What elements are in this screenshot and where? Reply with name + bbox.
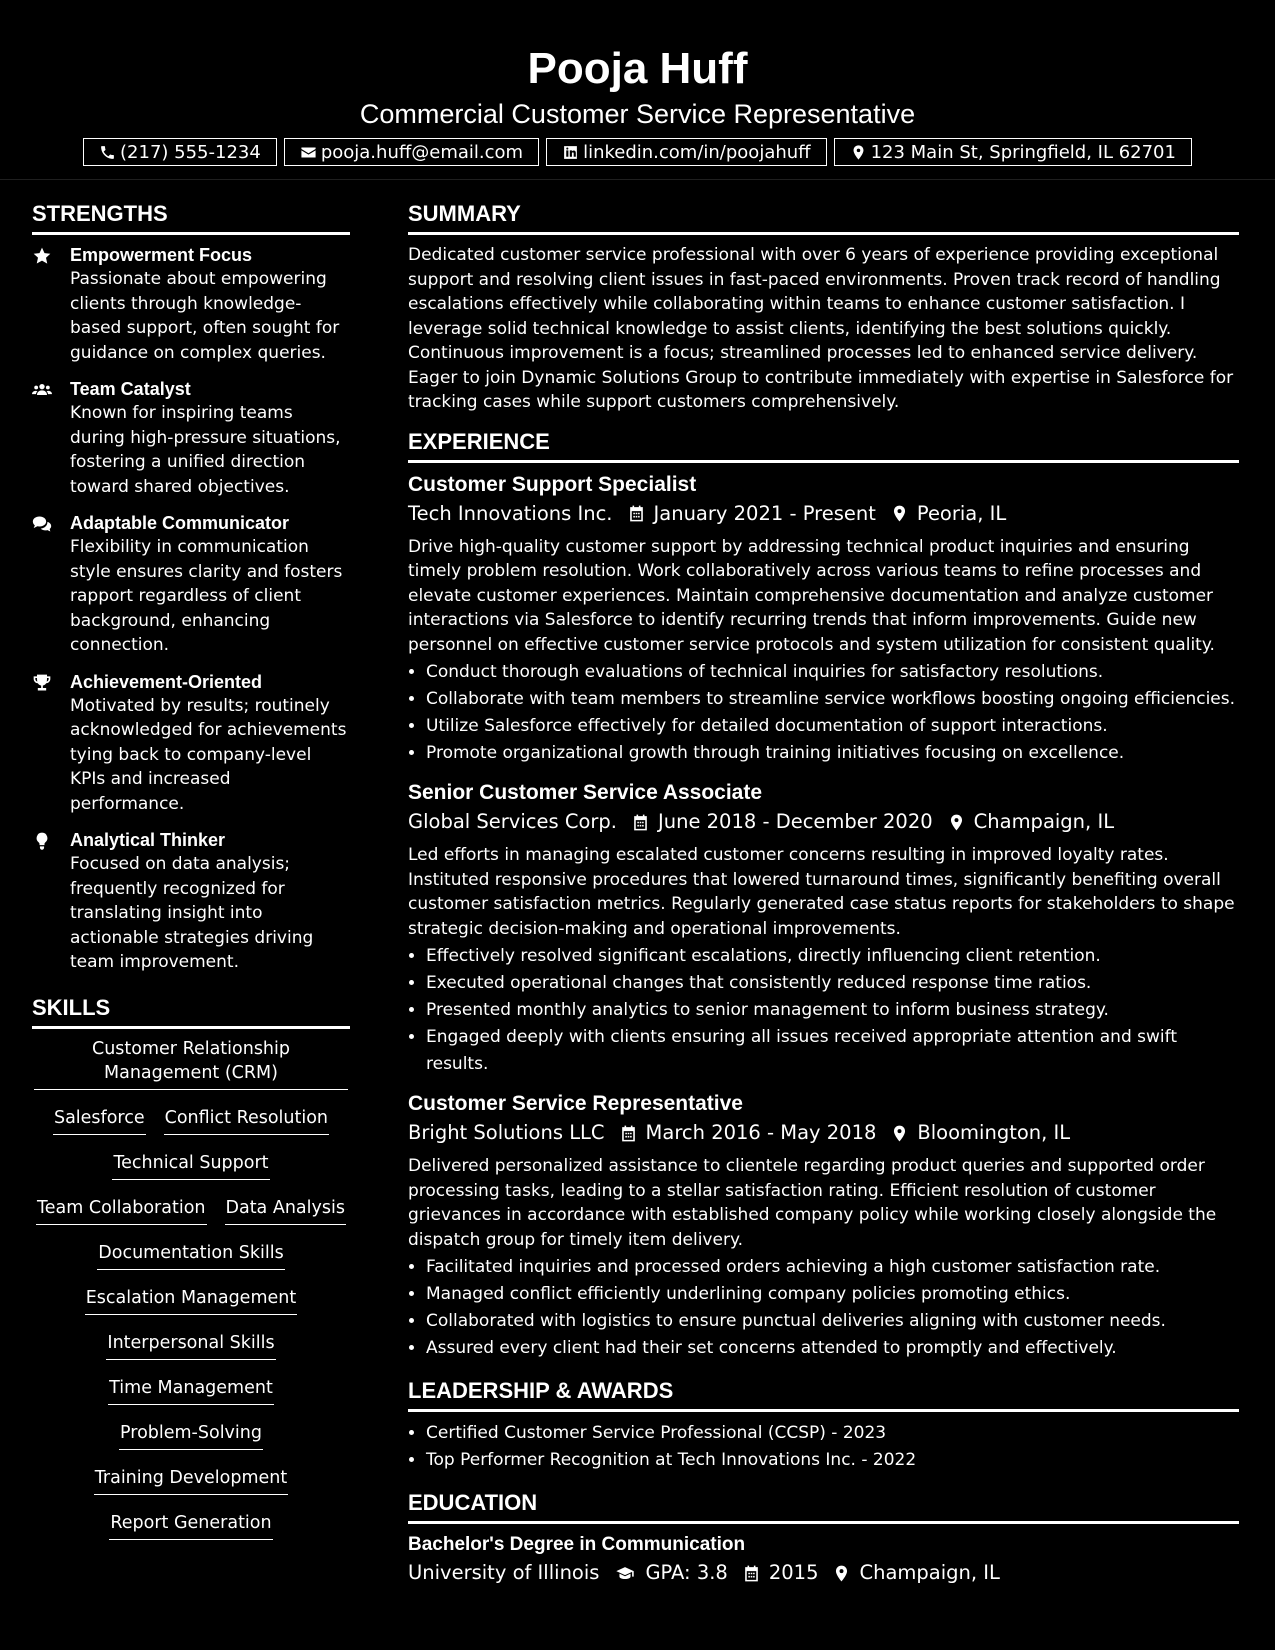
job-dates: June 2018 - December 2020 [657, 810, 933, 833]
job-location: Champaign, IL [973, 810, 1115, 833]
email-contact[interactable] [284, 138, 539, 166]
education-heading: EDUCATION [408, 1486, 1239, 1524]
address-contact [834, 138, 1192, 166]
resume-header [0, 0, 1275, 180]
job-bullets [408, 659, 1239, 767]
job-meta [408, 499, 1239, 529]
strength-name: Team Catalyst [70, 379, 191, 399]
job-title: Senior Customer Service Associate [408, 781, 763, 804]
job-description: Led efforts in managing escalated customer concerns resulting in improved loyalty rates. Instituted responsive procedures that lowered turnaround times, significantly benefiting overall customer satisfaction metrics. Regularly generated case status reports for stakeholders to shape strategic decision-making and operational improvements. [408, 845, 1235, 939]
skill-tag: Problem-Solving [119, 1421, 263, 1450]
strength-name: Analytical Thinker [70, 830, 226, 850]
awards-heading: LEADERSHIP & AWARDS [408, 1374, 1239, 1412]
job-bullets [408, 943, 1239, 1078]
strength-desc: Passionate about empowering clients through knowledge-based support, often sought for guidance on complex queries. [70, 269, 340, 363]
strength-item [32, 377, 350, 499]
strength-name: Empowerment Focus [70, 245, 253, 265]
map-marker-icon [890, 1124, 909, 1143]
skill-tag: Team Collaboration [36, 1196, 206, 1225]
graduation-year: 2015 [768, 1561, 819, 1584]
job-meta [408, 1118, 1239, 1148]
skill-tag: Interpersonal Skills [106, 1331, 275, 1360]
skill-tag: Salesforce [53, 1106, 146, 1135]
strength-item [32, 828, 350, 975]
job-bullet: • Managed conflict efficiently underlining company policies promoting ethics. [426, 1281, 1239, 1308]
strength-name: Adaptable Communicator [70, 513, 290, 533]
left-column [32, 197, 350, 1540]
skill-tag: Escalation Management [85, 1286, 297, 1315]
job-dates: January 2021 - Present [653, 501, 876, 525]
phone-text: (217) 555-1234 [120, 141, 261, 163]
linkedin-contact[interactable] [546, 138, 827, 166]
job-bullet: • Collaborate with team members to streamline service workflows boosting ongoing efficiencies. [426, 686, 1239, 713]
school-name: University of Illinois [408, 1561, 600, 1584]
job-bullet: • Collaborated with logistics to ensure punctual deliveries aligning with customer needs. [426, 1308, 1239, 1335]
skills-section [32, 991, 350, 1540]
skill-tag: Customer Relationship Management (CRM) [34, 1037, 348, 1090]
job-entry [408, 779, 1239, 1078]
strength-desc: Motivated by results; routinely acknowledged for achievements tying back to company-level KPIs and increased performance. [70, 695, 347, 814]
skill-tag: Conflict Resolution [164, 1106, 329, 1135]
strengths-list [32, 243, 350, 975]
job-entry [408, 1090, 1239, 1362]
job-description: Drive high-quality customer support by addressing technical product inquiries and ensuring timely problem resolution. Work collaboratively across various teams to refine processes and elevate customer experiences. Maintain comprehensive documentation and analyze customer interactions via Salesforce to identify recurring trends that inform improvements. Guide new personnel on effective customer service protocols and system utilization for consistent quality. [408, 536, 1215, 655]
job-title: Customer Service Representative [408, 1092, 743, 1115]
job-description: Delivered personalized assistance to clientele regarding product queries and supported order processing tasks, leading to a stellar satisfaction rating. Efficient resolution of customer grievances in accordance with established company policy while working closely alongside the dispatch group for timely item delivery. [408, 1156, 1217, 1250]
strength-desc: Known for inspiring teams during high-pressure situations, fostering a unified direction toward shared objectives. [70, 403, 341, 497]
job-bullet: • Promote organizational growth through training initiatives focusing on excellence. [426, 740, 1239, 767]
strength-desc: Flexibility in communication style ensures clarity and fosters rapport regardless of client background, enhancing connection. [70, 537, 343, 655]
job-title: Customer Support Specialist [408, 472, 697, 496]
strength-item [32, 243, 350, 365]
job-bullets [408, 1254, 1239, 1362]
contact-bar [0, 138, 1275, 166]
candidate-title: Commercial Customer Service Representative [359, 99, 916, 129]
calendar-icon [742, 1564, 761, 1583]
strength-desc: Focused on data analysis; frequently recognized for translating insight into actionable strategies driving team improvement. [70, 854, 314, 972]
job-bullet: • Executed operational changes that consistently reduced response time ratios. [426, 970, 1239, 997]
job-bullet: • Engaged deeply with clients ensuring all issues received appropriate attention and swift results. [426, 1024, 1239, 1078]
map-marker-icon [832, 1564, 851, 1583]
job-location: Peoria, IL [916, 501, 1007, 525]
summary-text: Dedicated customer service professional with over 6 years of experience providing exceptional support and resolving client issues in fast-paced environments. Proven track record of handling escalations effectively while collaborating within teams to enhance customer satisfaction. I leverage solid technical knowledge to assist clients, identifying the best solutions quickly. Continuous improvement is a focus; streamlined processes led to enhanced service delivery. Eager to join Dynamic Solutions Group to contribute immediately with expertise in Salesforce for tracking cases while support customers comprehensively. [408, 245, 1234, 412]
calendar-icon [619, 1124, 638, 1143]
summary-heading: SUMMARY [408, 197, 1239, 235]
school-location: Champaign, IL [859, 1561, 1000, 1584]
experience-heading: EXPERIENCE [408, 425, 1239, 463]
lightbulb-icon [32, 831, 52, 851]
job-company: Tech Innovations Inc. [408, 501, 613, 525]
right-column [408, 197, 1239, 1594]
job-bullet: • Effectively resolved significant escalations, directly influencing client retention. [426, 943, 1239, 970]
award-item: • Top Performer Recognition at Tech Innovations Inc. - 2022 [426, 1447, 1239, 1474]
job-entry [408, 471, 1239, 768]
skill-tag: Documentation Skills [97, 1241, 284, 1270]
skill-tag: Data Analysis [225, 1196, 346, 1225]
job-bullet: • Presented monthly analytics to senior management to inform business strategy. [426, 997, 1239, 1024]
gpa: GPA: 3.8 [645, 1561, 728, 1584]
candidate-name: Pooja Huff [527, 44, 748, 93]
job-meta [408, 807, 1239, 837]
users-icon [32, 380, 52, 400]
job-company: Bright Solutions LLC [408, 1121, 605, 1144]
graduation-cap-icon [613, 1564, 637, 1583]
phone-icon [99, 144, 116, 161]
linkedin-text: linkedin.com/in/poojahuff [583, 141, 811, 163]
strength-item [32, 511, 350, 658]
map-marker-icon [850, 144, 867, 161]
job-bullet: • Conduct thorough evaluations of technical inquiries for satisfactory resolutions. [426, 659, 1239, 686]
strength-name: Achievement-Oriented [70, 671, 263, 692]
address-text: 123 Main St, Springfield, IL 62701 [870, 141, 1176, 163]
job-bullet: • Utilize Salesforce effectively for detailed documentation of support interactions. [426, 713, 1239, 740]
skill-tag: Training Development [94, 1466, 288, 1495]
trophy-icon [32, 673, 52, 693]
skill-tag: Time Management [108, 1376, 274, 1405]
degree-title: Bachelor's Degree in Communication [408, 1534, 746, 1555]
calendar-icon [627, 504, 646, 523]
skill-tag: Report Generation [109, 1511, 272, 1540]
envelope-icon [300, 144, 317, 161]
phone-contact[interactable] [83, 138, 277, 166]
award-item: • Certified Customer Service Professional (CCSP) - 2023 [426, 1420, 1239, 1447]
strengths-heading: STRENGTHS [32, 197, 350, 235]
job-company: Global Services Corp. [408, 810, 617, 833]
comments-icon [32, 514, 52, 534]
map-marker-icon [947, 813, 966, 832]
job-bullet: • Facilitated inquiries and processed orders achieving a high customer satisfaction rate. [426, 1254, 1239, 1281]
linkedin-icon [562, 144, 579, 161]
calendar-icon [631, 813, 650, 832]
skills-heading: SKILLS [32, 991, 350, 1029]
education-meta [408, 1558, 1239, 1588]
star-icon [32, 246, 52, 266]
map-marker-icon [890, 504, 909, 523]
skill-tag: Technical Support [112, 1151, 269, 1180]
awards-list [408, 1420, 1239, 1474]
job-location: Bloomington, IL [917, 1121, 1071, 1144]
job-dates: March 2016 - May 2018 [645, 1121, 877, 1144]
strength-item [32, 670, 350, 817]
job-bullet: • Assured every client had their set concerns attended to promptly and effectively. [426, 1335, 1239, 1362]
email-text: pooja.huff@email.com [320, 141, 524, 163]
